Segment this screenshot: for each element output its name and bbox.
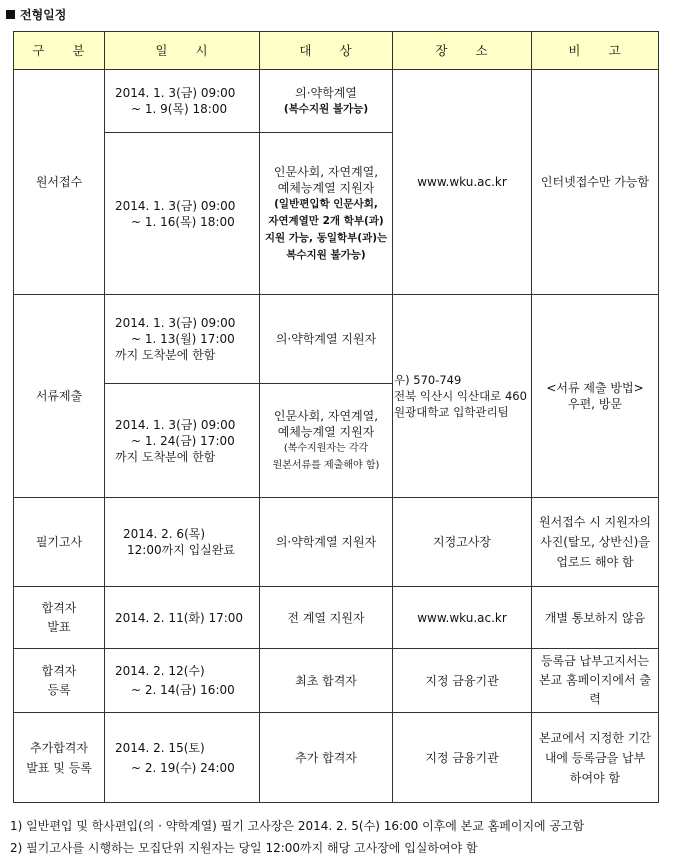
target-line: 예체능계열 지원자 [277,424,375,439]
schedule-table [13,31,659,803]
target-cell: 최초 합격자 [260,649,393,713]
header-row [14,32,659,70]
category-cell: 서류제출 [14,295,105,498]
header-place: 장 소 [393,32,532,70]
date-cell [105,295,260,384]
footnote-1: 1) 일반편입 및 학사편입(의 · 약학계열) 필기 고사장은 2014. 2. 5(수) 16:00 이후에 본교 홈페이지에 공고함 [10,819,585,833]
remark-line: 사진(탈모, 상반신)을 [540,535,650,549]
square-bullet-icon [6,10,15,19]
remark-cell [532,713,659,803]
date-cell [105,649,260,713]
date-line: 2014. 1. 3(금) 09:00 [115,316,236,330]
category-line: 추가합격자 [30,740,88,755]
target-line: 인문사회, 자연계열, [273,164,379,179]
category-line: 합격자 [41,600,77,615]
target-cell [260,133,393,295]
category-line: 발표 [47,619,71,634]
target-cell: 추가 합격자 [260,713,393,803]
table-row [14,713,659,803]
category-cell [14,649,105,713]
table-row [14,649,659,713]
target-note: (복수지원 불가능) [283,102,369,115]
target-line: 의·약학계열 [295,85,357,100]
date-cell [105,498,260,587]
header-category: 구 분 [14,32,105,70]
footnotes [10,815,584,859]
place-cell: 지정고사장 [393,498,532,587]
date-line: ~ 1. 16(목) 18:00 [131,214,235,229]
date-line: 2014. 1. 3(금) 09:00 [115,86,236,100]
remark-line: 우편, 방문 [568,397,622,411]
date-cell: 2014. 2. 11(화) 17:00 [105,587,260,649]
date-cell [105,384,260,498]
date-line: 2014. 2. 12(수) [115,663,205,678]
date-line: ~ 2. 14(금) 16:00 [131,682,235,697]
target-cell: 전 계열 지원자 [260,587,393,649]
place-line: 우) 570-749 [394,373,462,387]
footnote-2: 2) 필기고사를 시행하는 모집단위 지원자는 당일 12:00까지 해당 고사장에 입실하여야 함 [10,841,478,855]
date-line: 2014. 2. 6(목) [123,527,206,541]
category-cell: 필기고사 [14,498,105,587]
remark-line: 본교 홈페이지에서 출력 [539,673,651,706]
remark-cell: 인터넷접수만 가능함 [532,70,659,295]
date-line: 2014. 2. 15(토) [115,740,205,755]
category-cell: 원서접수 [14,70,105,295]
section-title-text: 전형일정 [20,8,67,22]
date-cell [105,133,260,295]
place-cell: 지정 금융기관 [393,713,532,803]
date-line: ~ 2. 19(수) 24:00 [131,760,235,775]
remark-line: <서류 제출 방법> [546,381,644,395]
date-line: ~ 1. 24(금) 17:00 [131,433,235,448]
table-row [14,70,659,133]
date-line: ~ 1. 9(목) 18:00 [131,102,228,116]
date-line: 12:00까지 입실완료 [127,543,235,557]
header-target: 대 상 [260,32,393,70]
date-cell [105,70,260,133]
table-row [14,295,659,384]
target-cell: 의·약학계열 지원자 [260,295,393,384]
target-line: 인문사회, 자연계열, [273,408,379,423]
category-line: 등록 [47,682,71,697]
remark-line: 하여야 함 [569,770,621,785]
place-cell: 지정 금융기관 [393,649,532,713]
remark-cell [532,295,659,498]
table-row [14,587,659,649]
date-line: 2014. 1. 3(금) 09:00 [115,417,236,432]
place-link[interactable]: www.wku.ac.kr [393,70,532,295]
target-note: 원본서류를 제출해야 함) [272,459,380,471]
category-line: 합격자 [41,663,77,678]
place-line: 전북 익산시 익산대로 460 [394,389,527,403]
target-cell [260,70,393,133]
date-line: ~ 1. 13(월) 17:00 [131,332,235,346]
category-cell [14,587,105,649]
date-line: 까지 도착분에 한함 [115,449,216,464]
category-cell [14,713,105,803]
target-line: 예체능계열 지원자 [277,180,375,195]
place-link[interactable]: www.wku.ac.kr [393,587,532,649]
section-title [6,6,66,23]
remark-cell: 개별 통보하지 않음 [532,587,659,649]
date-line: 2014. 1. 3(금) 09:00 [115,198,236,213]
remark-cell [532,498,659,587]
remark-line: 등록금 납부고지서는 [540,654,650,668]
target-note: 자연계열만 2개 학부(과) [268,214,384,227]
remark-line: 원서접수 시 지원자의 [539,515,651,529]
date-cell [105,713,260,803]
place-line: 원광대학교 입학관리팀 [394,405,509,419]
target-note: (일반편입학 인문사회, [274,197,378,210]
remark-line: 업로드 해야 함 [556,555,634,569]
target-note: 지원 가능, 동일학부(과)는 [264,231,388,244]
header-date: 일 시 [105,32,260,70]
category-line: 발표 및 등록 [26,760,92,775]
table-row [14,498,659,587]
date-line: 까지 도착분에 한함 [115,348,216,362]
remark-line: 본교에서 지정한 기간 [539,730,651,745]
target-note: (복수지원자는 각각 [283,442,369,454]
target-note: 복수지원 불가능) [286,248,366,261]
target-cell [260,384,393,498]
place-cell [393,295,532,498]
remark-cell [532,649,659,713]
target-cell: 의·약학계열 지원자 [260,498,393,587]
remark-line: 내에 등록금을 납부 [544,750,646,765]
header-remark: 비 고 [532,32,659,70]
